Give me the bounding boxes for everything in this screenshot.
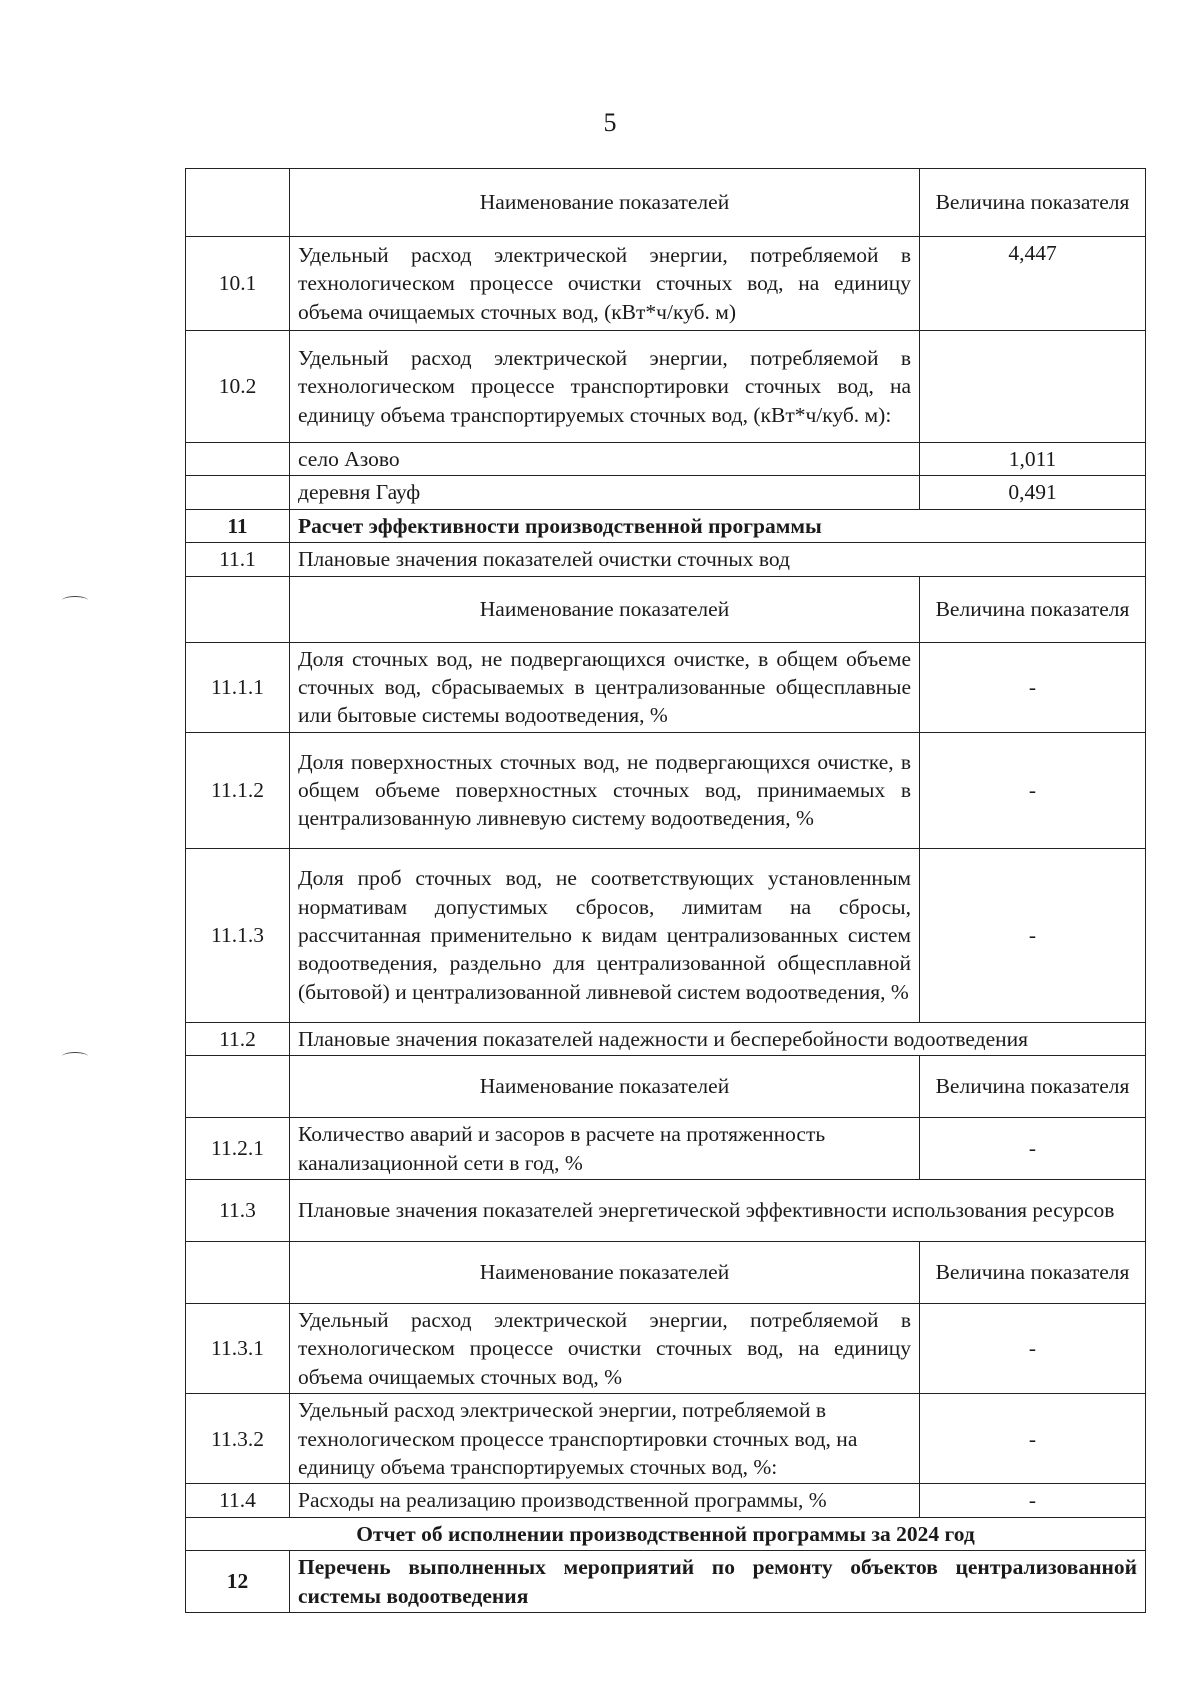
row-number: 10.2	[186, 331, 290, 443]
table-row	[186, 237, 1146, 331]
row-value: -	[920, 1304, 1146, 1394]
table-row	[186, 1394, 1146, 1484]
header-value: Величина показателя	[920, 1056, 1146, 1118]
row-value: 0,491	[920, 476, 1146, 509]
row-number: 11.2.1	[186, 1118, 290, 1180]
row-text: Доля проб сточных вод, не соответствующих установленным нормативам допустимых сбросов, лимитам на сбросы, рассчитанная применительно к видам централизованных систем водоотведения, раздельно для централизованной общесплавной (бытовой) и централизованной ливневой систем водоотведения, %	[290, 848, 920, 1022]
row-value: -	[920, 1484, 1146, 1517]
row-text: деревня Гауф	[290, 476, 920, 509]
section-title: Перечень выполненных мероприятий по ремонту объектов централизованной системы водоотведения	[290, 1551, 1146, 1613]
table-row	[186, 848, 1146, 1022]
table-row	[186, 732, 1146, 848]
report-title: Отчет об исполнении производственной программы за 2024 год	[186, 1517, 1146, 1550]
margin-mark	[62, 1052, 88, 1061]
row-number: 11.1.1	[186, 642, 290, 732]
table-cell	[186, 1056, 290, 1118]
header-name: Наименование показателей	[290, 169, 920, 237]
table-cell	[186, 1242, 290, 1304]
table-cell	[186, 169, 290, 237]
row-number: 11.3.2	[186, 1394, 290, 1484]
section-title: Плановые значения показателей очистки сточных вод	[290, 543, 1146, 576]
margin-mark	[62, 596, 88, 605]
table-header-row	[186, 576, 1146, 642]
header-name: Наименование показателей	[290, 1056, 920, 1118]
table-header-row	[186, 1056, 1146, 1118]
row-text: Доля сточных вод, не подвергающихся очистке, в общем объеме сточных вод, сбрасываемых в централизованные общесплавные или бытовые системы водоотведения, %	[290, 642, 920, 732]
section-title: Плановые значения показателей надежности и бесперебойности водоотведения	[290, 1022, 1146, 1055]
table-row	[186, 1304, 1146, 1394]
row-value: 1,011	[920, 443, 1146, 476]
row-number: 11.1	[186, 543, 290, 576]
report-row	[186, 1517, 1146, 1550]
row-text: Удельный расход электрической энергии, потребляемой в технологическом процессе транспортировки сточных вод, на единицу объема транспортируемых сточных вод, (кВт*ч/куб. м):	[290, 331, 920, 443]
row-text: Количество аварий и засоров в расчете на протяженность канализационной сети в год, %	[290, 1118, 920, 1180]
indicators-table	[185, 168, 1146, 1613]
section-row	[186, 1022, 1146, 1055]
section-row	[186, 509, 1146, 542]
page-number: 5	[603, 108, 617, 137]
table-row	[186, 331, 1146, 443]
header-value: Величина показателя	[920, 576, 1146, 642]
row-value: 4,447	[920, 237, 1146, 331]
table-header-row	[186, 1242, 1146, 1304]
section-row	[186, 1551, 1146, 1613]
row-text: Удельный расход электрической энергии, потребляемой в технологическом процессе очистки сточных вод, на единицу объема очищаемых сточных вод, %	[290, 1304, 920, 1394]
row-text: Доля поверхностных сточных вод, не подвергающихся очистке, в общем объеме поверхностных сточных вод, принимаемых в централизованную ливневую систему водоотведения, %	[290, 732, 920, 848]
row-number: 11.1.2	[186, 732, 290, 848]
row-value: -	[920, 642, 1146, 732]
table-row	[186, 476, 1146, 509]
header-value: Величина показателя	[920, 169, 1146, 237]
row-number: 11.2	[186, 1022, 290, 1055]
row-text: село Азово	[290, 443, 920, 476]
row-value: -	[920, 1118, 1146, 1180]
table-cell	[186, 476, 290, 509]
row-value: -	[920, 732, 1146, 848]
table-cell	[186, 443, 290, 476]
row-text: Расходы на реализацию производственной программы, %	[290, 1484, 920, 1517]
header-value: Величина показателя	[920, 1242, 1146, 1304]
table-cell	[186, 576, 290, 642]
table-row	[186, 642, 1146, 732]
row-number: 11.1.3	[186, 848, 290, 1022]
section-title: Расчет эффективности производственной программы	[290, 509, 1146, 542]
table-row	[186, 1484, 1146, 1517]
row-text: Удельный расход электрической энергии, потребляемой в технологическом процессе транспортировки сточных вод, на единицу объема транспортируемых сточных вод, %:	[290, 1394, 920, 1484]
header-name: Наименование показателей	[290, 576, 920, 642]
section-title: Плановые значения показателей энергетической эффективности использования ресурсов	[290, 1180, 1146, 1242]
row-number: 11.4	[186, 1484, 290, 1517]
row-number: 12	[186, 1551, 290, 1613]
section-row	[186, 1180, 1146, 1242]
row-value: -	[920, 1394, 1146, 1484]
row-number: 11.3.1	[186, 1304, 290, 1394]
section-row	[186, 543, 1146, 576]
row-number: 10.1	[186, 237, 290, 331]
row-value: -	[920, 848, 1146, 1022]
row-text: Удельный расход электрической энергии, потребляемой в технологическом процессе очистки сточных вод, на единицу объема очищаемых сточных вод, (кВт*ч/куб. м)	[290, 237, 920, 331]
row-number: 11.3	[186, 1180, 290, 1242]
table-row	[186, 1118, 1146, 1180]
row-number: 11	[186, 509, 290, 542]
row-value	[920, 331, 1146, 443]
table-row	[186, 443, 1146, 476]
table-header-row	[186, 169, 1146, 237]
header-name: Наименование показателей	[290, 1242, 920, 1304]
